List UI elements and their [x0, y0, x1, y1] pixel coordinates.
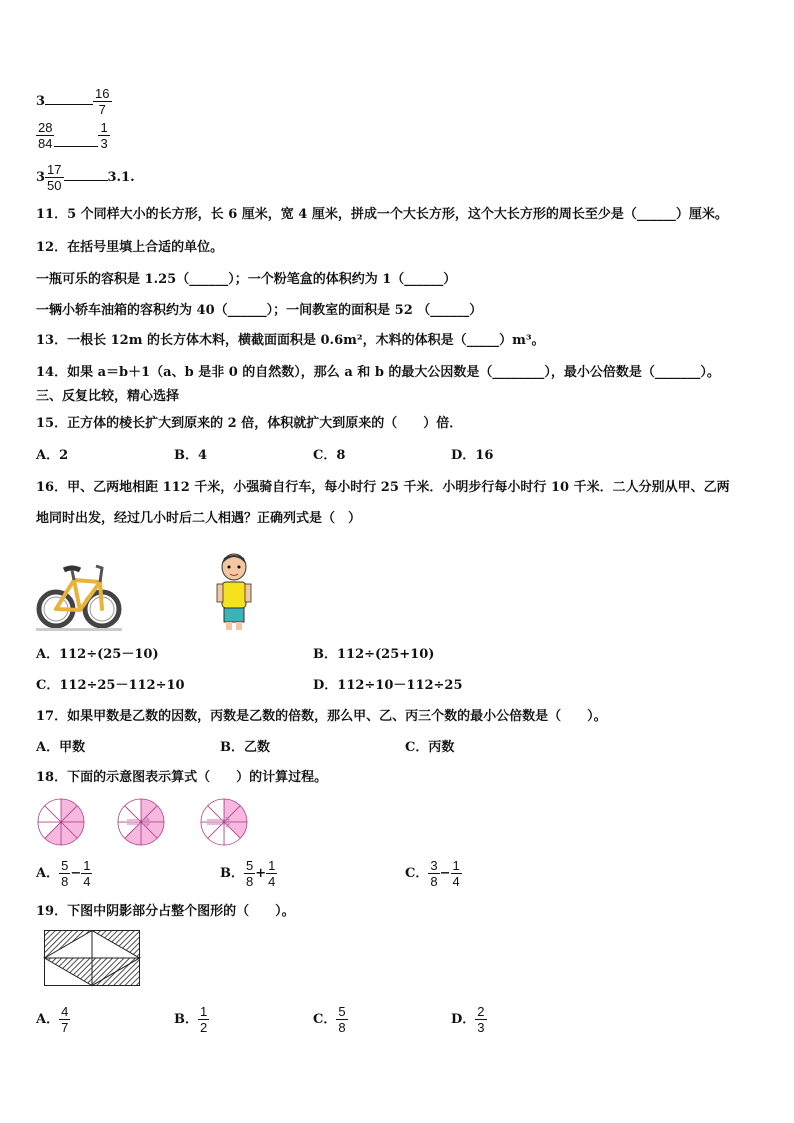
q15-option-c[interactable]: C．8	[313, 448, 346, 463]
q19-option-a[interactable]: A． $\frac{4}{7}$	[36, 1004, 69, 1035]
fraction: $\frac{1}{3}$	[100, 120, 108, 151]
fraction: $\frac{28}{84}$	[38, 120, 53, 151]
answer-blank[interactable]	[54, 146, 98, 147]
q16-option-b[interactable]: B．112÷(25+10)	[313, 647, 435, 662]
q17-option-a[interactable]: A．甲数	[36, 740, 86, 755]
q18-option-b[interactable]: B． $\frac{5}{8}$ + $\frac{1}{4}$	[220, 858, 276, 889]
question-15: 15．正方体的棱长扩大到原来的 2 倍，体积就扩大到原来的（ ）倍．	[36, 416, 463, 431]
q17-option-b[interactable]: B．乙数	[220, 740, 270, 755]
q19-option-c[interactable]: C． $\frac{5}{8}$	[313, 1004, 346, 1035]
question-19: 19．下图中阴影部分占整个图形的（ ）。	[36, 904, 295, 919]
question-12-line1: 一瓶可乐的容积是 1.25（______）；一个粉笔盒的体积约为 1（______）	[36, 272, 457, 287]
answer-blank[interactable]	[45, 104, 93, 105]
answer-blank[interactable]	[64, 180, 108, 181]
q17-option-c[interactable]: C．丙数	[405, 740, 455, 755]
section-title: 三、反复比较，精心选择	[36, 389, 180, 404]
q19-option-d[interactable]: D． $\frac{2}{3}$	[451, 1004, 485, 1035]
q19-option-b[interactable]: B． $\frac{1}{2}$	[174, 1004, 208, 1035]
boy-illustration	[214, 552, 254, 632]
fraction: $\frac{16}{7}$	[95, 86, 110, 117]
q15-option-b[interactable]: B．4	[174, 448, 208, 463]
q18-option-c[interactable]: C． $\frac{3}{8}$ − $\frac{1}{4}$	[405, 858, 460, 889]
q15-option-d[interactable]: D．16	[451, 448, 494, 463]
q15-option-a[interactable]: A．2	[36, 448, 69, 463]
question-17: 17．如果甲数是乙数的因数，丙数是乙数的倍数，那么甲、乙、丙三个数的最小公倍数是（ ）。	[36, 709, 607, 724]
fraction: $\frac{17}{50}$	[47, 162, 62, 193]
compare-row-2	[36, 120, 110, 151]
question-16-line1: 16．甲、乙两地相距 112 千米，小强骑自行车，每小时行 25 千米．小明步行每小时行 10 千米．二人分别从甲、乙两	[36, 480, 730, 495]
q16-option-d[interactable]: D．112÷10－112÷25	[313, 678, 463, 693]
bicycle-illustration	[36, 556, 122, 632]
question-12-title: 12．在括号里填上合适的单位。	[36, 240, 224, 255]
fraction-circles-diagram	[36, 800, 256, 852]
compare-row-1: 3 $\frac{16}{7}$	[36, 86, 110, 117]
question-16-line2: 地同时出发，经过几小时后二人相遇？正确列式是（ ）	[36, 511, 362, 526]
q16-option-a[interactable]: A．112÷(25－10)	[36, 647, 159, 662]
question-11: 11．5 个同样大小的长方形，长 6 厘米，宽 4 厘米，拼成一个大长方形，这个大长方形的周长至少是（______）厘米。	[36, 207, 728, 222]
q18-option-a[interactable]: A． $\frac{5}{8}$ − $\frac{1}{4}$	[36, 858, 91, 889]
shaded-rectangle-figure	[44, 930, 140, 986]
question-13: 13．一根长 12m 的长方体木料，横截面面积是 0.6m²，木料的体积是（_____）m³。	[36, 333, 545, 348]
q16-option-c[interactable]: C．112÷25－112÷10	[36, 678, 185, 693]
question-14: 14．如果 a＝b＋1（a、b 是非 0 的自然数），那么 a 和 b 的最大公因数是（________），最小公倍数是（_______）。	[36, 365, 720, 380]
compare-row-3: 3 $\frac{17}{50}$ 3.1.	[36, 162, 135, 193]
question-18: 18．下面的示意图表示算式（ ）的计算过程。	[36, 770, 328, 785]
question-12-line2: 一辆小轿车油箱的容积约为 40（______）；一间教室的面积是 52 （______）	[36, 303, 483, 318]
